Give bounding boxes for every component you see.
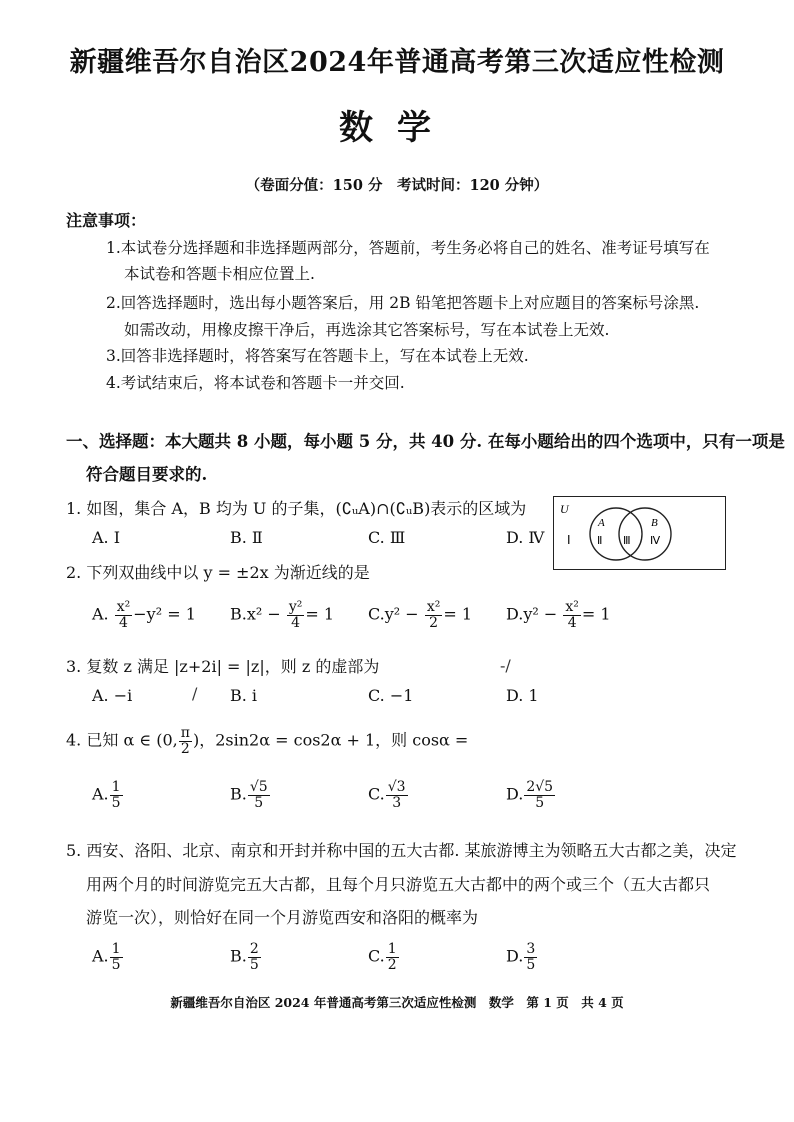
q1-option-b: B. Ⅱ: [230, 528, 263, 547]
q2-option-b: B.x² − $\frac{\text{y²}}{4}$ = 1: [230, 599, 335, 631]
venn-label-b: B: [651, 517, 658, 529]
q5-option-c: C. $\frac{1}{2}$: [368, 941, 397, 973]
q3-option-b: B. i: [230, 686, 258, 705]
q5-option-d: D. $\frac{3}{5}$: [506, 941, 536, 973]
notice-line: 1.本试卷分选择题和非选择题两部分，答题前，考生务必将自己的姓名、准考证号填写在: [106, 239, 710, 257]
venn-label-a: A: [598, 517, 605, 529]
q3-option-d: D. 1: [506, 686, 539, 705]
question-3-stem: 3. 复数 z 满足 |z+2i| = |z|，则 z 的虚部为: [66, 657, 380, 676]
handwritten-mark: /: [192, 684, 198, 703]
question-5-line: 用两个月的时间游览完五大古都，且每个月只游览五大古都中的两个或三个（五大古都只: [86, 875, 711, 894]
q2-option-d: D.y² − $\frac{\text{x²}}{4}$ = 1: [506, 599, 611, 631]
notice-line: 3.回答非选择题时，将答案写在答题卡上，写在本试卷上无效.: [106, 347, 529, 365]
question-4-stem: 4. 已知 α ∈ (0, $\frac{\pi}{2}$ )，2sin2α = cos2α + 1，则 cosα =: [66, 725, 469, 757]
q1-option-c: C. Ⅲ: [368, 528, 406, 547]
q1-option-d: D. Ⅳ: [506, 528, 545, 547]
venn-region-3: Ⅲ: [623, 535, 631, 547]
notice-heading: 注意事项：: [66, 211, 147, 230]
q5-option-a: A. $\frac{1}{5}$: [92, 941, 121, 973]
venn-region-2: Ⅱ: [597, 535, 603, 547]
section-heading-cont: 符合题目要求的.: [86, 465, 208, 484]
q4-option-c: C. $\frac{√3}{3}$: [368, 779, 406, 811]
venn-region-4: Ⅳ: [650, 535, 661, 547]
notice-line: 4.考试结束后，将本试卷和答题卡一并交回.: [106, 374, 405, 392]
venn-label-u: U: [560, 502, 569, 516]
q4-option-a: A. $\frac{1}{5}$: [92, 779, 121, 811]
q4-option-b: B. $\frac{√5}{5}$: [230, 779, 268, 811]
exam-title: 新疆维吾尔自治区2024年普通高考第三次适应性检测: [69, 47, 725, 78]
q3-option-c: C. −1: [368, 686, 414, 705]
question-5-line: 游览一次），则恰好在同一个月游览西安和洛阳的概率为: [86, 908, 479, 927]
subject-title: 数学: [339, 108, 455, 148]
venn-diagram: [553, 496, 726, 570]
question-2-stem: 2. 下列双曲线中以 y = ±2x 为渐近线的是: [66, 563, 370, 582]
notice-line: 如需改动，用橡皮擦干净后，再选涂其它答案标号，写在本试卷上无效.: [124, 321, 610, 339]
venn-region-1: Ⅰ: [567, 533, 571, 547]
q1-option-a: A. Ⅰ: [92, 528, 121, 547]
question-5-line: 5. 西安、洛阳、北京、南京和开封并称中国的五大古都. 某旅游博主为领略五大古都之美，决定: [66, 841, 737, 860]
set-b-circle: [619, 508, 671, 560]
page-footer: 新疆维吾尔自治区 2024 年普通高考第三次适应性检测 数学 第 1 页 共 4 页: [170, 995, 624, 1010]
notice-line: 本试卷和答题卡相应位置上.: [124, 265, 315, 283]
q4-option-d: D. $\frac{2√5}{5}$: [506, 779, 554, 811]
exam-meta: （卷面分值：150 分 考试时间：120 分钟）: [245, 177, 549, 194]
notice-line: 2.回答选择题时，选出每小题答案后，用 2B 铅笔把答题卡上对应题目的答案标号涂黑.: [106, 294, 700, 312]
section-heading: 一、选择题：本大题共 8 小题，每小题 5 分，共 40 分. 在每小题给出的四个选项中，只有一项是: [66, 432, 785, 451]
handwritten-mark: -/: [500, 656, 511, 675]
q2-option-a: A. $\frac{\text{x²}}{4}$ −y² = 1: [92, 599, 196, 631]
q2-option-c: C.y² − $\frac{\text{x²}}{2}$ = 1: [368, 599, 472, 631]
q5-option-b: B. $\frac{2}{5}$: [230, 941, 259, 973]
set-a-circle: [590, 508, 642, 560]
q3-option-a: A. −i: [92, 686, 133, 705]
question-1-stem: 1. 如图，集合 A，B 均为 U 的子集，(∁ᵤA)∩(∁ᵤB)表示的区域为: [66, 499, 527, 518]
